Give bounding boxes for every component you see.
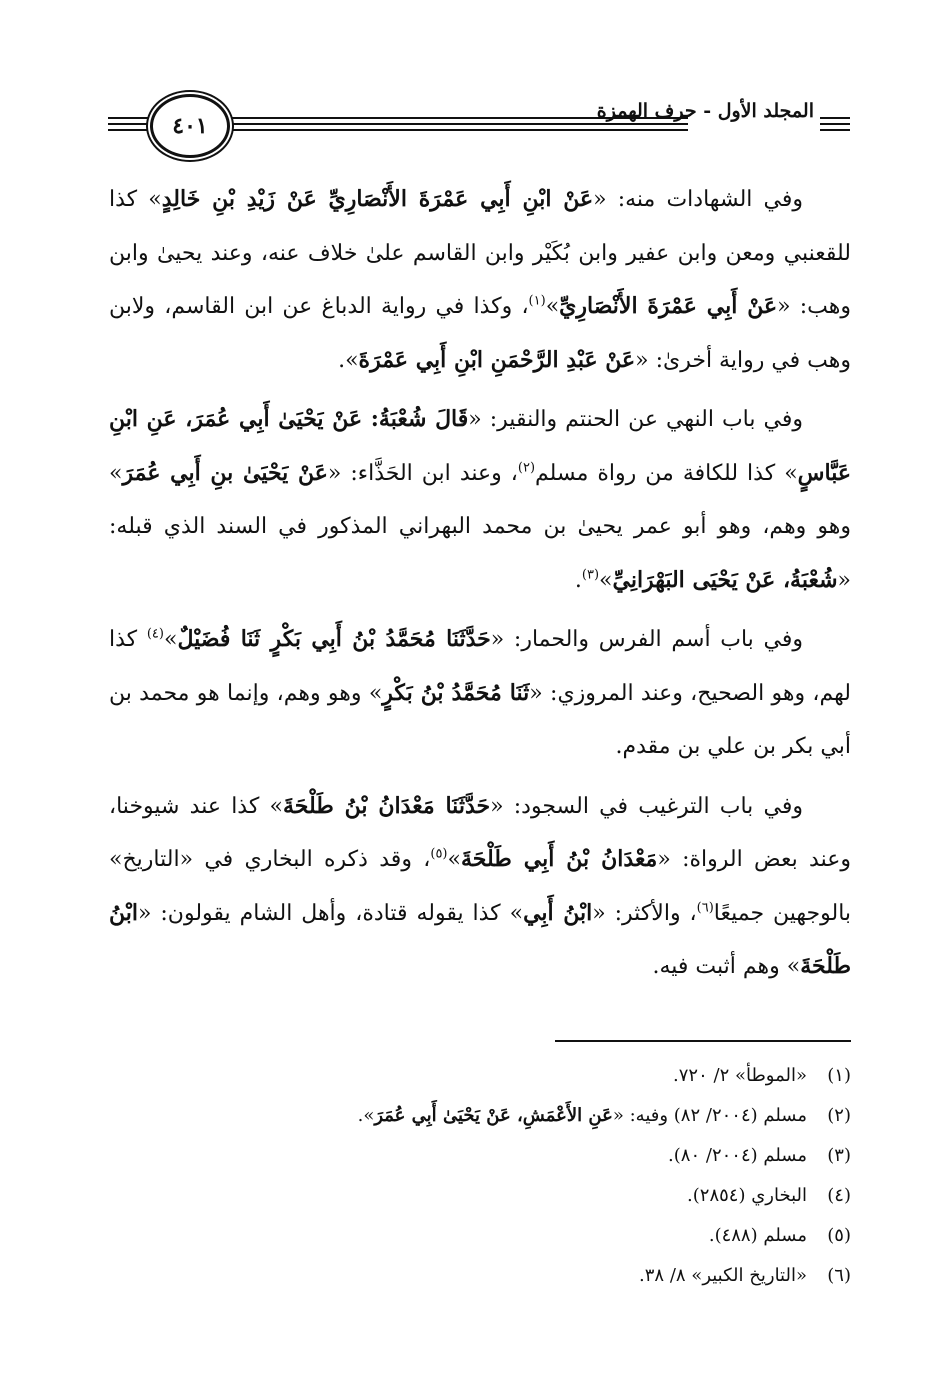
text-run: وفي باب أسم الفرس والحمار: « [490, 627, 803, 652]
footnote-separator [555, 1040, 851, 1042]
footnote-marker: (٢) [517, 460, 536, 476]
quoted-text: عَنْ يَحْيَىٰ بنِ أَبِي عُمَرَ [122, 459, 328, 486]
text-run: » كذا للقعنبي ومعن وابن عفير وابن بُكَيْر وابن القاسم علىٰ خلاف عنه، وعند يحيىٰ وابن وهب: « [109, 187, 851, 319]
text-run: وفي باب النهي عن الحنتم والنقير: « [468, 407, 803, 432]
text-run: مسلم (٢٠٠٤/ ٨٠). [668, 1145, 807, 1166]
quoted-text: حَدَّثَنَا مُحَمَّدُ بْنُ أَبِي بَكْرٍ ثَنَا فُضَيْلٌ [177, 626, 491, 652]
paragraph [109, 173, 851, 387]
footnote-number: (٢) [827, 1105, 851, 1126]
quoted-text: عَنْ عَبْدِ الرَّحْمَنِ ابْنِ أَبِي عَمْرَةَ [358, 346, 636, 373]
text-run: كذا لهم، وهو الصحيح، وعند المروزي: « [109, 627, 851, 706]
footnote-number: (٥) [827, 1225, 851, 1246]
header-rule [223, 129, 688, 131]
quoted-text: عَنِ الأَعْمَشِ، عَنْ يَحْيَىٰ أَبِي عُمَرَ [374, 1105, 613, 1126]
header-rule [108, 123, 148, 125]
text-run: وفي الشهادات منه: « [593, 187, 803, 212]
text-run: ، وقد ذكره البخاري في «التاريخ» بالوجهين جميعًا [109, 847, 852, 926]
footnote-marker: (١) [528, 293, 546, 309]
text-run: » [545, 294, 560, 319]
header-rule [820, 129, 850, 131]
running-head: المجلد الأول - حرف الهمزة [596, 100, 814, 122]
text-run: ». [338, 347, 359, 373]
footnote [109, 1256, 851, 1296]
text-run: «التاريخ الكبير» ٨/ ٣٨. [639, 1265, 807, 1286]
paragraph [109, 393, 851, 607]
text-run: » كذا يقوله قتادة، وأهل الشام يقولون: « [137, 900, 524, 926]
paragraph [109, 613, 851, 774]
footnote-marker: (٤) [146, 626, 164, 642]
text-run: ، وعند ابن الحَذَّاء: « [327, 460, 518, 486]
quoted-text: مَعْدَانُ بْنُ أَبِي طَلْحَةَ [460, 846, 658, 872]
text-run: » [599, 567, 613, 593]
footnote-number: (١) [827, 1065, 851, 1086]
text-run: » [163, 627, 178, 652]
header-rule [108, 117, 148, 119]
header-rule [223, 123, 688, 125]
quoted-text: عَنْ ابْنِ أَبِي عَمْرَةَ الأَنْصَارِيِّ عَنْ زَيْدِ بْنِ خَالِدٍ [161, 186, 594, 212]
text-run: » وهو وهم، وإنما هو محمد بن أبي بكر بن علي بن مقدم. [109, 680, 851, 759]
header-rule [820, 117, 850, 119]
footnote-marker: (٣) [581, 567, 600, 583]
footnote-number: (٦) [827, 1265, 851, 1286]
header-rule [820, 123, 850, 125]
page-header [108, 88, 850, 160]
text-run: » كذا عند شيوخنا، وعند بعض الرواة: « [109, 793, 851, 872]
footnote-number: (٣) [827, 1145, 851, 1166]
footnote [109, 1176, 851, 1216]
page-number: ٤٠١ [172, 113, 208, 139]
header-rule [108, 129, 148, 131]
footnote-marker: (٦) [696, 900, 714, 916]
text-run: ، وكذا في رواية الدباغ عن ابن القاسم، ولابن وهب في رواية أخرىٰ: « [109, 294, 851, 373]
footnote [109, 1216, 851, 1256]
footnote [109, 1136, 851, 1176]
paragraph [109, 780, 851, 994]
quoted-text: ثَنَا مُحَمَّدُ بْنُ بَكْرٍ [382, 679, 530, 706]
quoted-text: قَالَ شُعْبَةُ: عَنْ يَحْيَىٰ أَبِي عُمَرَ، عَنِ ابْنِ عَبَّاسٍ [109, 406, 851, 486]
quoted-text: ابْنُ طَلْحَةَ [109, 899, 851, 979]
footnote-number: (٤) [827, 1185, 851, 1206]
text-run: مسلم (٢٠٠٤/ ٨٢) وفيه: « [612, 1105, 807, 1126]
text-run: . [574, 567, 582, 593]
main-text [109, 173, 851, 1000]
quoted-text: حَدَّثَنَا مَعْدَانُ بْنُ طَلْحَةَ [283, 792, 491, 819]
text-run: » وهو وهم، وهو أبو عمر يحيىٰ بن محمد البهراني المذكور في السند الذي قبله: « [109, 460, 851, 593]
quoted-text: ابْنُ أَبِي [523, 899, 593, 926]
text-run: وفي باب الترغيب في السجود: « [490, 793, 803, 819]
text-run: «الموطأ» ٢/ ٧٢٠. [673, 1065, 807, 1086]
text-run: » كذا للكافة من رواة مسلم [535, 460, 798, 486]
text-run: ». [357, 1105, 375, 1126]
text-run: » [447, 847, 461, 872]
footnote [109, 1056, 851, 1096]
quoted-text: عَنْ أَبِي عَمْرَةَ الأَنْصَارِيِّ [559, 293, 778, 319]
text-run: البخاري (٢٨٥٤). [687, 1185, 807, 1206]
text-run: ، والأكثر: « [592, 900, 697, 926]
quoted-text: شُعْبَةُ، عَنْ يَحْيَى البَهْرَانِيِّ [612, 566, 838, 593]
page-number-badge [150, 94, 230, 158]
footnote [109, 1096, 851, 1136]
footnotes [109, 1056, 851, 1296]
footnote-marker: (٥) [430, 846, 448, 862]
text-run: مسلم (٤٨٨). [708, 1225, 807, 1246]
text-run: » وهم أثبت فيه. [652, 954, 801, 979]
